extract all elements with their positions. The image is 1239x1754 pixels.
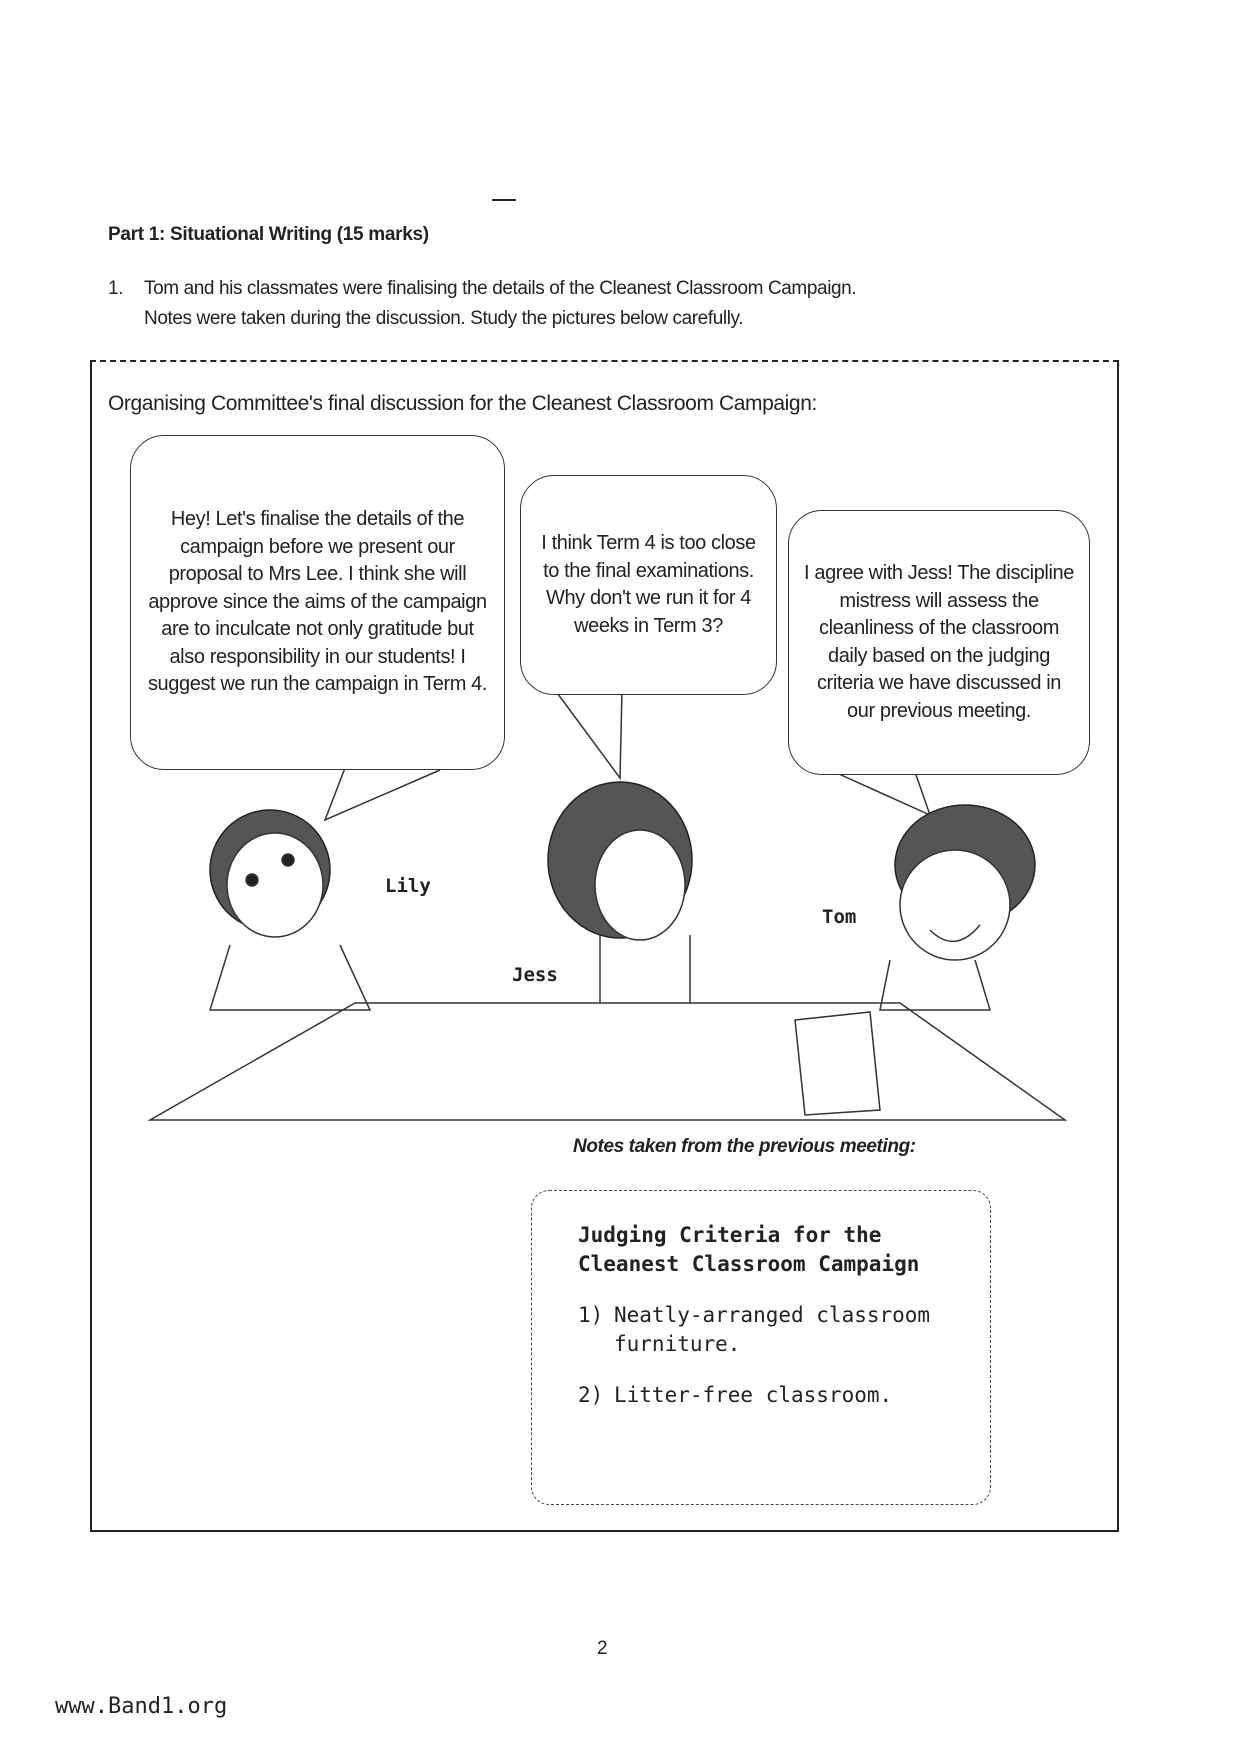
tom-speech-bubble: I agree with Jess! The discipline mistress will assess the cleanliness of the classroom daily based on the judging criteria we have discussed in our previous meeting. [788,510,1090,775]
page-number: 2 [597,1638,608,1659]
question-text-line2: Notes were taken during the discussion. Study the pictures below carefully. [144,308,744,329]
lily-figure [210,810,370,1010]
item-number: 1) [578,1303,604,1327]
question-number: 1. [108,278,124,299]
tom-label: Tom [822,906,857,928]
table [150,1003,1065,1120]
item-number: 2) [578,1383,604,1407]
tom-bubble-tail [830,770,930,815]
criteria-item [578,1301,990,1359]
tom-figure [880,805,1035,1010]
lily-label: Lily [385,875,431,897]
jess-bubble-tail [555,690,622,778]
paper-on-table [795,1012,880,1115]
jess-speech-bubble: I think Term 4 is too close to the final examinations. Why don't we run it for 4 weeks in Term 3? [520,475,777,695]
jess-label: Jess [512,964,558,986]
notes-box [531,1190,991,1505]
item-text: Litter-free classroom. [614,1383,893,1407]
frame-title: Organising Committee's final discussion for the Cleanest Classroom Campaign: [108,392,817,415]
notes-title: Judging Criteria for the Cleanest Classroom Campaign [578,1223,920,1276]
lily-bubble-tail [325,768,440,820]
notes-label: Notes taken from the previous meeting: [573,1136,916,1157]
question-text-line1: Tom and his classmates were finalising the details of the Cleanest Classroom Campaign. [144,278,857,299]
criteria-item [578,1381,990,1410]
footer-watermark: www.Band1.org [55,1694,228,1719]
lily-speech-bubble: Hey! Let's finalise the details of the campaign before we present our proposal to Mrs Lee. I think she will approve since the aims of the campaign are to inculcate not only gratitude but also responsibility in our students! I suggest we run the campaign in Term 4. [130,435,505,770]
section-heading: Part 1: Situational Writing (15 marks) [108,224,429,245]
item-text: Neatly-arranged classroom furniture. [614,1303,931,1356]
jess-figure [548,782,692,1003]
